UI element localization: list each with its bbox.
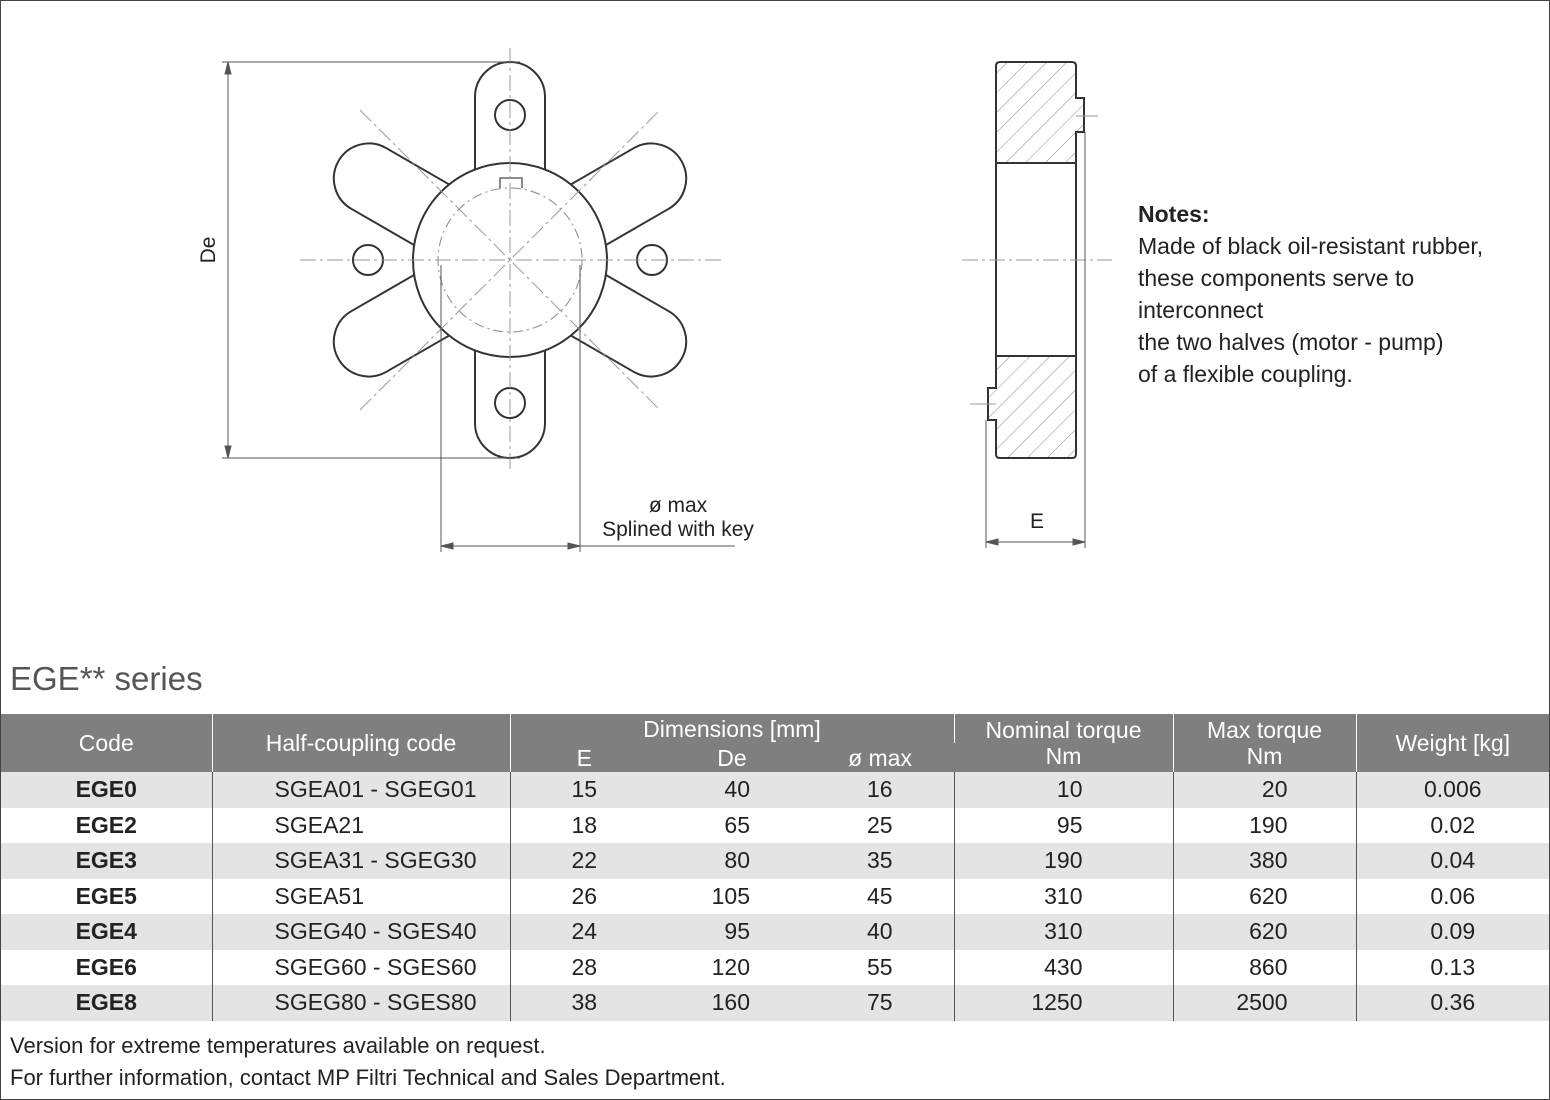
cell-de: 65 <box>724 811 750 838</box>
cell-max-torque: 380 <box>1173 843 1356 879</box>
table-row <box>1 914 1549 950</box>
table-header-row <box>1 714 1549 743</box>
cell-de: 160 <box>658 985 806 1021</box>
side-view-top-section <box>996 62 1084 163</box>
cell-e: 15 <box>510 772 658 808</box>
cell-e: 26 <box>571 882 598 909</box>
header-max-unit: Nm <box>1246 743 1283 769</box>
header-nominal-label: Nominal torque <box>985 717 1142 743</box>
cell-half-coupling: SGEA01 - SGEG01 <box>212 772 510 808</box>
cell-code: EGE4 <box>1 914 212 950</box>
cell-half-coupling: SGEA21 <box>212 808 510 844</box>
header-max-label: Max torque <box>1206 717 1323 743</box>
dimension-label-phi-max: ø max <box>648 494 708 517</box>
notes-line: the two halves (motor - pump) <box>1138 329 1444 355</box>
footer-line: For further information, contact MP Filtri Technical and Sales Department. <box>10 1065 726 1090</box>
cell-de: 40 <box>658 772 806 808</box>
cell-code: EGE2 <box>1 808 212 844</box>
cell-max-torque: 860 <box>1173 950 1356 986</box>
header-nominal-unit: Nm <box>1045 743 1082 769</box>
cell-phi-max: 55 <box>806 950 954 986</box>
cell-half-coupling: SGEG80 - SGES80 <box>212 985 510 1021</box>
cell-weight: 0.04 <box>1356 843 1549 879</box>
cell-half-coupling: SGEG60 - SGES60 <box>212 950 510 986</box>
header-phi-max: ø max <box>806 743 954 772</box>
cell-half-coupling: SGEA31 - SGEG30 <box>212 843 510 879</box>
dimension-label-e: E <box>1029 510 1045 533</box>
cell-phi-max: 25 <box>806 808 954 844</box>
cell-phi-max: 40 <box>806 914 954 950</box>
table-row <box>1 808 1549 844</box>
footer-line: Version for extreme temperatures available on request. <box>10 1033 546 1058</box>
cell-weight: 0.006 <box>1356 772 1549 808</box>
cell-nominal-torque: 310 <box>954 879 1173 915</box>
cell-de: 105 <box>711 882 750 909</box>
cell-phi-max: 45 <box>806 879 954 915</box>
cell-weight: 0.06 <box>1430 882 1476 909</box>
cell-nominal-torque: 430 <box>954 950 1173 986</box>
table-row <box>1 950 1549 986</box>
cell-nominal-torque: 190 <box>954 843 1173 879</box>
cell-weight: 0.02 <box>1430 811 1476 838</box>
cell-weight: 0.36 <box>1356 985 1549 1021</box>
cell-de: 95 <box>658 914 806 950</box>
cell-e: 22 <box>510 843 658 879</box>
cell-weight: 0.13 <box>1430 953 1476 980</box>
cell-max-torque: 190 <box>1173 808 1356 844</box>
notes-title: Notes: <box>1138 201 1210 227</box>
cell-half-coupling: SGEA51 <box>212 879 510 915</box>
series-title: EGE** series <box>10 660 203 697</box>
cell-max-torque: 620 <box>1173 914 1356 950</box>
cell-code: EGE5 <box>1 879 212 915</box>
cell-nominal-torque: 310 <box>954 914 1173 950</box>
cell-de: 80 <box>658 843 806 879</box>
cell-phi-max: 16 <box>806 772 954 808</box>
cell-e: 24 <box>510 914 658 950</box>
table-row <box>1 985 1549 1021</box>
notes-line: Made of black oil-resistant rubber, <box>1138 233 1484 259</box>
dimension-label-splined: Splined with key <box>602 518 754 541</box>
footer-notes <box>10 1030 726 1094</box>
cell-max-torque: 620 <box>1173 879 1356 915</box>
cell-code: EGE8 <box>1 985 212 1021</box>
header-half-coupling: Half-coupling code <box>212 714 510 772</box>
table-row <box>1 843 1549 879</box>
notes-line: these components serve to interconnect <box>1138 265 1415 323</box>
cell-weight: 0.09 <box>1356 914 1549 950</box>
cell-code: EGE6 <box>1 950 212 986</box>
cell-nominal-torque: 10 <box>954 772 1173 808</box>
cell-code: EGE0 <box>1 772 212 808</box>
header-nominal-torque <box>954 714 1173 772</box>
header-de: De <box>658 743 806 772</box>
notes-block <box>1138 198 1538 390</box>
header-weight: Weight [kg] <box>1356 714 1549 772</box>
dimension-label-de: De <box>197 236 220 264</box>
cell-e: 28 <box>571 953 598 980</box>
spec-table <box>1 714 1549 1021</box>
header-code: Code <box>1 714 212 772</box>
spider-side-view <box>962 62 1112 458</box>
cell-e: 18 <box>571 811 598 838</box>
notes-line: of a flexible coupling. <box>1138 361 1353 387</box>
cell-phi-max: 35 <box>806 843 954 879</box>
cell-nominal-torque: 95 <box>954 808 1173 844</box>
header-max-torque <box>1173 714 1356 772</box>
side-view-bottom-section <box>988 356 1076 458</box>
cell-e: 38 <box>510 985 658 1021</box>
table-row <box>1 772 1549 808</box>
table-row <box>1 879 1549 915</box>
cell-half-coupling: SGEG40 - SGES40 <box>212 914 510 950</box>
header-e: E <box>510 743 658 772</box>
cell-de: 120 <box>711 953 750 980</box>
header-dimensions: Dimensions [mm] <box>510 714 954 743</box>
cell-max-torque: 20 <box>1173 772 1356 808</box>
cell-code: EGE3 <box>1 843 212 879</box>
cell-phi-max: 75 <box>806 985 954 1021</box>
cell-nominal-torque: 1250 <box>954 985 1173 1021</box>
cell-max-torque: 2500 <box>1173 985 1356 1021</box>
